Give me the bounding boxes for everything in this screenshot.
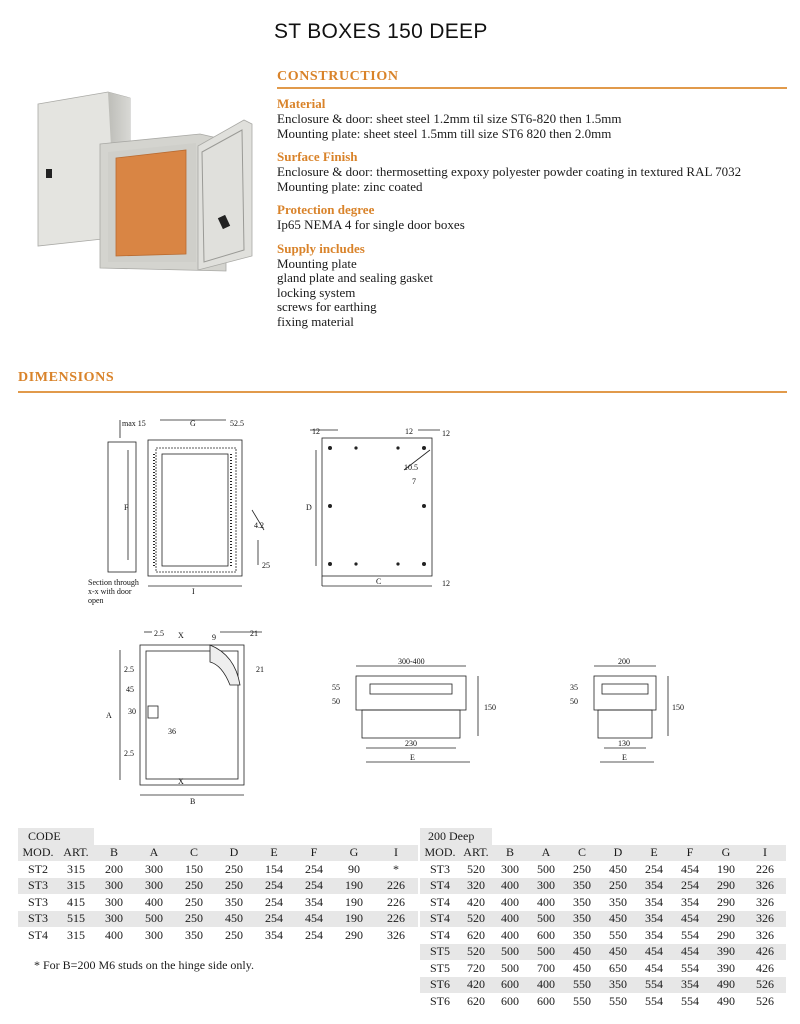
label-9: 9 — [212, 633, 216, 642]
table-cell: 190 — [717, 861, 735, 876]
table-cell: 350 — [564, 911, 600, 928]
label-X: X — [178, 777, 184, 786]
table-cell: ST4 — [420, 911, 460, 928]
col-header: C — [564, 845, 600, 862]
label-21: 21 — [256, 665, 264, 674]
col-header: ART. — [58, 845, 94, 862]
surface-finish-line: Mounting plate: zinc coated — [277, 178, 423, 194]
table-cell: 390 — [717, 960, 735, 975]
construction-heading: CONSTRUCTION — [277, 69, 399, 84]
table-cell: 554 — [681, 927, 699, 942]
table-cell: 254 — [254, 911, 294, 928]
table-cell: 200 — [105, 861, 123, 876]
table-cell: 490 — [708, 977, 744, 994]
table-cell: 315 — [67, 861, 85, 876]
table-cell: 490 — [717, 993, 735, 1008]
table-cell: 190 — [345, 894, 363, 909]
table-cell: 600 — [537, 927, 555, 942]
table-cell: 720 — [467, 960, 485, 975]
table-row — [18, 911, 418, 928]
label-I: I — [192, 587, 195, 596]
col-header: MOD. — [420, 845, 460, 862]
table-cell: 354 — [265, 927, 283, 942]
table-cell: 250 — [225, 861, 243, 876]
label-X: X — [178, 631, 184, 640]
table-cell: 426 — [756, 960, 774, 975]
table-cell: ST5 — [429, 960, 450, 975]
table-cell: 354 — [636, 878, 672, 895]
label-section-note: Section through — [88, 578, 139, 587]
label-F: F — [124, 503, 129, 512]
table-cell: 550 — [609, 993, 627, 1008]
col-header: G — [708, 845, 744, 862]
table-cell: 450 — [214, 911, 254, 928]
table-cell: 254 — [305, 861, 323, 876]
table-footnote: * For B=200 M6 studs on the hinge side only. — [34, 958, 254, 972]
table-cell: 300 — [94, 878, 134, 895]
table-cell: ST4 — [429, 927, 450, 942]
table-cell: ST3 — [429, 861, 450, 876]
col-header: MOD. — [18, 845, 58, 862]
table-cell: 326 — [744, 878, 786, 895]
table-cell: 300 — [501, 861, 519, 876]
table-cell: 290 — [717, 927, 735, 942]
label-200: 200 — [618, 657, 630, 666]
table-cell: ST4 — [420, 878, 460, 895]
label-52-5: 52.5 — [230, 419, 244, 428]
table-row — [420, 927, 786, 944]
table-row — [18, 878, 418, 895]
label-2-5: 2.5 — [124, 749, 134, 758]
protection-line: Ip65 NEMA 4 for single door boxes — [277, 217, 465, 232]
table-cell: 354 — [636, 911, 672, 928]
table-cell: 400 — [145, 894, 163, 909]
table-cell: ST5 — [420, 944, 460, 961]
table-cell: 290 — [708, 878, 744, 895]
table-cell: 254 — [672, 878, 708, 895]
table-cell: 350 — [225, 894, 243, 909]
col-header: F — [672, 845, 708, 862]
label-section-note: x-x with door — [88, 587, 132, 596]
table-cell: 600 — [492, 977, 528, 994]
table-cell: 620 — [467, 993, 485, 1008]
code-label: CODE — [18, 828, 94, 845]
construction-rule — [277, 87, 787, 89]
gland-plate-large-view — [356, 666, 478, 762]
table-cell: 254 — [265, 894, 283, 909]
table-cell: 454 — [672, 911, 708, 928]
table-cell: 250 — [214, 878, 254, 895]
table-cell: 454 — [294, 911, 334, 928]
table-cell: 190 — [334, 911, 374, 928]
table-cell: 420 — [460, 977, 492, 994]
table-cell: 400 — [528, 977, 564, 994]
table-cell: 554 — [645, 993, 663, 1008]
label-150: 150 — [484, 703, 496, 712]
table-cell: 226 — [374, 878, 418, 895]
table-cell: 526 — [744, 977, 786, 994]
table-cell: 254 — [294, 878, 334, 895]
label-max15: max 15 — [122, 419, 146, 428]
label-G: G — [190, 419, 196, 428]
label-55: 55 — [332, 683, 340, 692]
label-E: E — [622, 753, 627, 762]
table-cell: 300 — [528, 878, 564, 895]
table-cell: 250 — [600, 878, 636, 895]
table-cell: 154 — [265, 861, 283, 876]
gland-plate-small-view — [594, 666, 668, 762]
table-cell: 315 — [67, 927, 85, 942]
table-cell: 290 — [717, 894, 735, 909]
table-cell: 250 — [174, 911, 214, 928]
table-cell: 290 — [708, 911, 744, 928]
table-cell: ST3 — [18, 878, 58, 895]
label-35: 35 — [570, 683, 578, 692]
col-header: A — [134, 845, 174, 862]
table-cell: 150 — [185, 861, 203, 876]
table-cell: 400 — [501, 894, 519, 909]
table-cell: 554 — [681, 993, 699, 1008]
table-cell: 500 — [134, 911, 174, 928]
table-cell: 450 — [564, 944, 600, 961]
table-cell: 526 — [756, 993, 774, 1008]
table-cell: 226 — [374, 911, 418, 928]
surface-finish-line: Enclosure & door: thermosetting expoxy polyester powder coating in textured RAL 7032 — [277, 164, 742, 179]
table-cell: 450 — [609, 861, 627, 876]
table-cell: 300 — [134, 878, 174, 895]
front-section-view — [108, 420, 264, 586]
label-12: 12 — [442, 579, 450, 588]
label-30: 30 — [128, 707, 136, 716]
table-cell: 350 — [600, 977, 636, 994]
table-cell: 354 — [645, 927, 663, 942]
label-12: 12 — [312, 427, 320, 436]
label-50: 50 — [332, 697, 340, 706]
label-4-2: 4.2 — [254, 521, 264, 530]
label-36: 36 — [168, 727, 176, 736]
label-2-5: 2.5 — [124, 665, 134, 674]
table-cell: 454 — [645, 960, 663, 975]
supply-line: fixing material — [277, 313, 354, 329]
table-row — [420, 911, 786, 928]
label-25: 25 — [262, 561, 270, 570]
col-header: E — [636, 845, 672, 862]
col-header: G — [334, 845, 374, 862]
table-row — [420, 993, 786, 1010]
label-D: D — [306, 503, 312, 512]
table-row — [420, 894, 786, 911]
table-row — [420, 977, 786, 994]
table-cell: 520 — [460, 944, 492, 961]
table-cell: 520 — [467, 861, 485, 876]
table-header-row — [18, 845, 418, 862]
material-heading: Material — [277, 96, 326, 111]
label-B: B — [190, 797, 196, 806]
supply-line: gland plate and sealing gasket — [277, 270, 433, 285]
table-cell: 520 — [460, 911, 492, 928]
table-cell: * — [393, 861, 399, 876]
col-header: I — [374, 845, 418, 862]
table-cell: 254 — [254, 878, 294, 895]
surface-finish-heading: Surface Finish — [277, 149, 358, 164]
material-line: Mounting plate: sheet steel 1.5mm till size ST6 820 then 2.0mm — [277, 125, 612, 141]
table-cell: 600 — [537, 993, 555, 1008]
table-cell: 515 — [58, 911, 94, 928]
table-cell: 300 — [105, 894, 123, 909]
table-cell: 350 — [573, 927, 591, 942]
label-E: E — [410, 753, 415, 762]
protection-heading: Protection degree — [277, 202, 375, 217]
construction-content — [277, 96, 787, 329]
label-150: 150 — [672, 703, 684, 712]
label-7: 7 — [412, 477, 416, 486]
col-header: F — [294, 845, 334, 862]
table-cell: 300 — [145, 927, 163, 942]
table-cell: 290 — [345, 927, 363, 942]
supply-heading: Supply includes — [277, 240, 365, 256]
label-2-5: 2.5 — [154, 629, 164, 638]
table-cell: 400 — [492, 878, 528, 895]
table-cell: 326 — [387, 927, 405, 942]
door-front-view — [120, 632, 262, 795]
table-cell: 250 — [185, 894, 203, 909]
table-cell: 400 — [105, 927, 123, 942]
table-cell: 350 — [564, 878, 600, 895]
table-row — [420, 960, 786, 977]
page-title: ST BOXES 150 DEEP — [274, 20, 488, 43]
table-cell: 454 — [636, 944, 672, 961]
label-50: 50 — [570, 697, 578, 706]
table-cell: 190 — [334, 878, 374, 895]
table-cell: 326 — [756, 927, 774, 942]
table-cell: ST2 — [27, 861, 48, 876]
table-header-row — [420, 845, 786, 862]
table-cell: 500 — [528, 911, 564, 928]
table-cell: 354 — [672, 977, 708, 994]
col-header: C — [174, 845, 214, 862]
product-photo — [30, 86, 260, 276]
table-cell: 650 — [609, 960, 627, 975]
label-A: A — [106, 711, 112, 720]
table-cell: 254 — [645, 861, 663, 876]
supply-line: screws for earthing — [277, 299, 377, 314]
table-cell: 450 — [600, 911, 636, 928]
label-12: 12 — [442, 429, 450, 438]
table-cell: 326 — [756, 894, 774, 909]
table-cell: 250 — [174, 878, 214, 895]
col-header: D — [214, 845, 254, 862]
label-300-400: 300-400 — [398, 657, 425, 666]
label-230: 230 — [405, 739, 417, 748]
table-cell: ST3 — [27, 894, 48, 909]
technical-drawings — [0, 400, 800, 820]
spec-table-150-deep — [18, 828, 418, 944]
table-cell: 315 — [58, 878, 94, 895]
table-cell: 400 — [537, 894, 555, 909]
col-header: I — [744, 845, 786, 862]
table-cell: ST6 — [420, 977, 460, 994]
label-12: 12 — [405, 427, 413, 436]
table-cell: 326 — [744, 911, 786, 928]
table-cell: 400 — [492, 911, 528, 928]
label-C: C — [376, 577, 382, 586]
table-cell: 420 — [467, 894, 485, 909]
col-header: A — [528, 845, 564, 862]
table-cell: 354 — [645, 894, 663, 909]
table-cell: 500 — [528, 944, 564, 961]
table-cell: 226 — [387, 894, 405, 909]
table-cell: 550 — [609, 927, 627, 942]
table-cell: 415 — [67, 894, 85, 909]
table-cell: 620 — [467, 927, 485, 942]
supply-line: locking system — [277, 284, 356, 300]
col-header: B — [492, 845, 528, 862]
label-section-note: open — [88, 596, 104, 605]
table-cell: ST3 — [18, 911, 58, 928]
table-cell: 500 — [501, 960, 519, 975]
table-cell: 350 — [609, 894, 627, 909]
supply-line: Mounting plate — [277, 255, 357, 271]
col-header: D — [600, 845, 636, 862]
table-cell: 454 — [672, 944, 708, 961]
table-cell: 426 — [744, 944, 786, 961]
spec-table-200-deep — [420, 828, 786, 1010]
table-row — [18, 894, 418, 911]
label-21: 21 — [250, 629, 258, 638]
table-cell: 600 — [501, 993, 519, 1008]
table-cell: 454 — [681, 861, 699, 876]
table-cell: 250 — [225, 927, 243, 942]
table-cell: 250 — [573, 861, 591, 876]
label-10-5: 10.5 — [404, 463, 418, 472]
table-cell: 226 — [756, 861, 774, 876]
table-cell: 90 — [348, 861, 360, 876]
col-header: E — [254, 845, 294, 862]
table-cell: ST4 — [27, 927, 48, 942]
label-45: 45 — [126, 685, 134, 694]
table-cell: 300 — [94, 911, 134, 928]
table-cell: 320 — [460, 878, 492, 895]
dimensions-rule — [18, 391, 787, 393]
table-row — [18, 861, 418, 878]
table-cell: 500 — [492, 944, 528, 961]
table-cell: 390 — [708, 944, 744, 961]
dimensions-heading: DIMENSIONS — [18, 370, 115, 385]
table-cell: 450 — [573, 960, 591, 975]
table-row — [420, 878, 786, 895]
col-header: ART. — [460, 845, 492, 862]
col-header: B — [94, 845, 134, 862]
table-cell: 554 — [636, 977, 672, 994]
table-cell: 254 — [305, 927, 323, 942]
table-cell: 300 — [145, 861, 163, 876]
table-cell: 400 — [501, 927, 519, 942]
label-130: 130 — [618, 739, 630, 748]
material-line: Enclosure & door: sheet steel 1.2mm til size ST6-820 then 1.5mm — [277, 111, 622, 126]
table-cell: 554 — [681, 960, 699, 975]
table-cell: 450 — [600, 944, 636, 961]
code-label: 200 Deep — [420, 828, 492, 845]
table-cell: 550 — [573, 993, 591, 1008]
table-cell: 700 — [537, 960, 555, 975]
table-cell: 350 — [573, 894, 591, 909]
table-cell: 350 — [185, 927, 203, 942]
table-row — [420, 861, 786, 878]
table-cell: 354 — [681, 894, 699, 909]
table-cell: 550 — [564, 977, 600, 994]
table-row — [18, 927, 418, 944]
table-row — [420, 944, 786, 961]
table-cell: 500 — [537, 861, 555, 876]
table-cell: 354 — [305, 894, 323, 909]
table-cell: ST6 — [429, 993, 450, 1008]
table-cell: ST4 — [429, 894, 450, 909]
